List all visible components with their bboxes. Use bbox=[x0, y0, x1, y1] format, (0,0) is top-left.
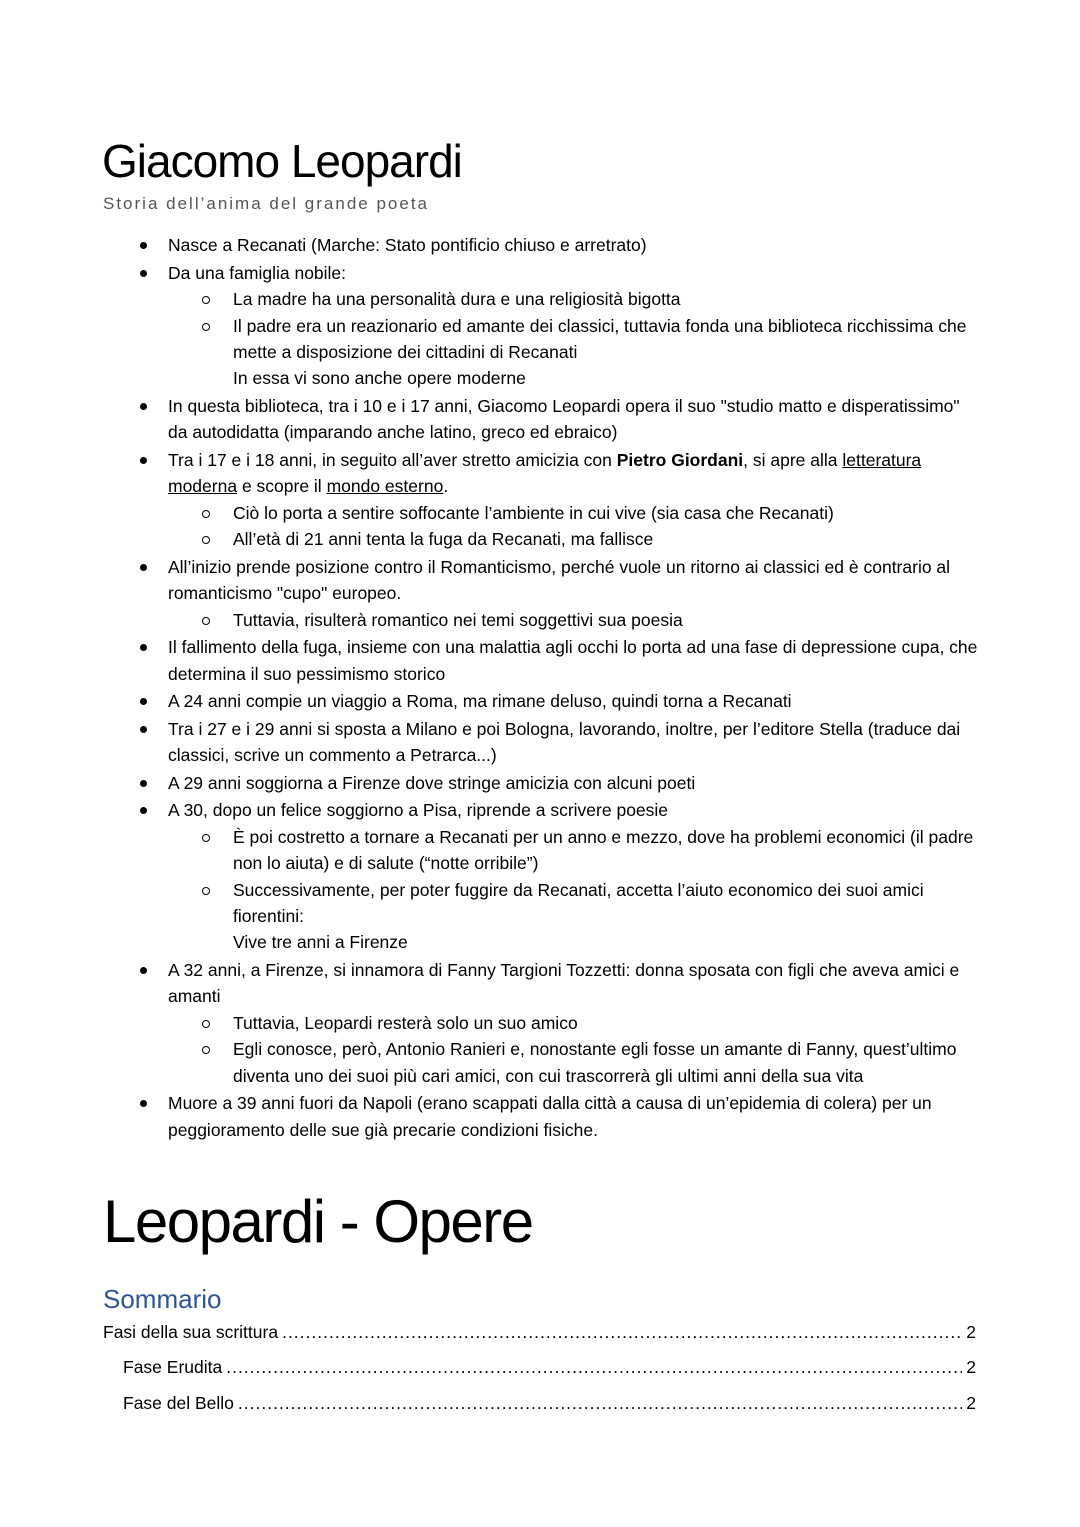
toc-page-number: 2 bbox=[966, 1357, 976, 1377]
underlined-text: mondo esterno bbox=[326, 476, 444, 497]
underlined-text: letteratura moderna bbox=[168, 450, 922, 497]
item-text: Nasce a Recanati (Marche: Stato pontificio chiuso e arretrato) bbox=[168, 235, 647, 256]
item-text: Tra i 27 e i 29 anni si sposta a Milano e poi Bologna, lavorando, inoltre, per l’editore Stella (traduce dai classici, scrive un commento a Petrarca...) bbox=[168, 718, 961, 766]
item-text: A 24 anni compie un viaggio a Roma, ma rimane deluso, quindi torna a Recanati bbox=[168, 691, 792, 712]
toc-dot-leader bbox=[226, 1355, 962, 1379]
item-text: . bbox=[443, 476, 449, 497]
bullet-item bbox=[0, 688, 980, 714]
sub-bullet-item bbox=[0, 607, 980, 633]
item-text: Il fallimento della fuga, insieme con una malattia agli occhi lo porta ad una fase di depressione cupa, che determina il suo pessimismo storico bbox=[168, 637, 978, 684]
toc-entry-label: Fasi della sua scrittura bbox=[103, 1322, 279, 1342]
toc-entry-label: Fase del Bello bbox=[123, 1393, 234, 1413]
item-text: Successivamente, per poter fuggire da Recanati, accetta l’aiuto economico dei suoi amici fiorentini: bbox=[233, 879, 924, 927]
bullet-item bbox=[0, 393, 980, 446]
sub-bullet-item bbox=[0, 286, 980, 312]
item-text: Il padre era un reazionario ed amante dei classici, tuttavia fonda una biblioteca ricchissima che mette a disposizione dei cittadini di Recanati bbox=[233, 315, 967, 362]
item-text: Tuttavia, Leopardi resterà solo un suo amico bbox=[233, 1012, 578, 1033]
item-text: A 30, dopo un felice soggiorno a Pisa, riprende a scrivere poesie bbox=[168, 800, 669, 821]
bullet-item bbox=[0, 1090, 980, 1143]
item-text: , si apre alla bbox=[743, 450, 843, 470]
sub-bullet-item bbox=[0, 1036, 980, 1089]
bullet-item bbox=[0, 447, 980, 500]
toc-dot-leader bbox=[282, 1320, 962, 1344]
item-text: È poi costretto a tornare a Recanati per un anno e mezzo, dove ha problemi economici (il padre non lo aiuta) e di salute (“notte orribile”) bbox=[233, 826, 974, 874]
biography-list bbox=[0, 231, 1080, 1143]
document-title: Giacomo Leopardi bbox=[102, 135, 462, 187]
bullet-item bbox=[0, 554, 980, 607]
item-text: A 29 anni soggiorna a Firenze dove stringe amicizia con alcuni poeti bbox=[168, 772, 696, 793]
toc-heading: Sommario bbox=[103, 1284, 222, 1314]
bullet-item bbox=[0, 797, 980, 823]
opere-title: Leopardi - Opere bbox=[103, 1188, 533, 1255]
bullet-item bbox=[0, 770, 980, 796]
item-text: Egli conosce, però, Antonio Ranieri e, nonostante egli fosse un amante di Fanny, quest’ultimo diventa uno dei suoi più cari amici, con cui trascorrerà gli ultimi anni della sua vita bbox=[233, 1039, 957, 1086]
toc-dot-leader bbox=[238, 1391, 962, 1415]
item-text: In questa biblioteca, tra i 10 e i 17 anni, Giacomo Leopardi opera il suo "studio matto e disperatissimo" da autodidatta (imparando anche latino, greco ed ebraico) bbox=[168, 396, 960, 443]
item-text: Muore a 39 anni fuori da Napoli (erano scappati dalla città a causa di un’epidemia di colera) per un peggioramento delle sue già precarie condizioni fisiche. bbox=[168, 1093, 932, 1140]
item-text: La madre ha una personalità dura e una religiosità bigotta bbox=[233, 289, 681, 310]
toc-entry[interactable] bbox=[123, 1391, 976, 1415]
sub-bullet-item bbox=[0, 1010, 980, 1036]
item-text: Vive tre anni a Firenze bbox=[233, 932, 408, 953]
item-text: Tra i 17 e i 18 anni, in seguito all’aver stretto amicizia con bbox=[168, 450, 617, 470]
sub-bullet-item bbox=[0, 877, 980, 956]
bullet-item bbox=[0, 260, 980, 286]
sub-bullet-item bbox=[0, 313, 980, 392]
item-text: Ciò lo porta a sentire soffocante l’ambiente in cui vive (sia casa che Recanati) bbox=[233, 502, 834, 523]
sub-bullet-item bbox=[0, 500, 980, 526]
toc-entry[interactable] bbox=[103, 1320, 976, 1344]
item-text: A 32 anni, a Firenze, si innamora di Fanny Targioni Tozzetti: donna sposata con figli che aveva amici e amanti bbox=[168, 960, 960, 1007]
sub-bullet-item bbox=[0, 526, 980, 552]
toc-entry[interactable] bbox=[123, 1355, 976, 1379]
document-subtitle: Storia dell’anima del grande poeta bbox=[103, 194, 430, 213]
item-text: All’età di 21 anni tenta la fuga da Recanati, ma fallisce bbox=[233, 529, 654, 550]
bullet-item bbox=[0, 716, 980, 769]
bullet-item bbox=[0, 634, 980, 687]
bold-text: Pietro Giordani bbox=[616, 450, 744, 470]
item-text: Tuttavia, risulterà romantico nei temi soggettivi sua poesia bbox=[233, 609, 683, 630]
toc-entry-label: Fase Erudita bbox=[123, 1357, 223, 1377]
item-text: All’inizio prende posizione contro il Romanticismo, perché vuole un ritorno ai classici ed è contrario al romanticismo "cupo" europeo. bbox=[168, 556, 951, 604]
item-text: Da una famiglia nobile: bbox=[168, 262, 347, 283]
bullet-item bbox=[0, 232, 980, 258]
item-text: In essa vi sono anche opere moderne bbox=[233, 368, 526, 389]
bullet-item bbox=[0, 957, 980, 1010]
toc-page-number: 2 bbox=[966, 1322, 976, 1342]
toc-page-number: 2 bbox=[966, 1393, 976, 1413]
sub-bullet-item bbox=[0, 824, 980, 877]
item-text: e scopre il bbox=[237, 476, 327, 497]
